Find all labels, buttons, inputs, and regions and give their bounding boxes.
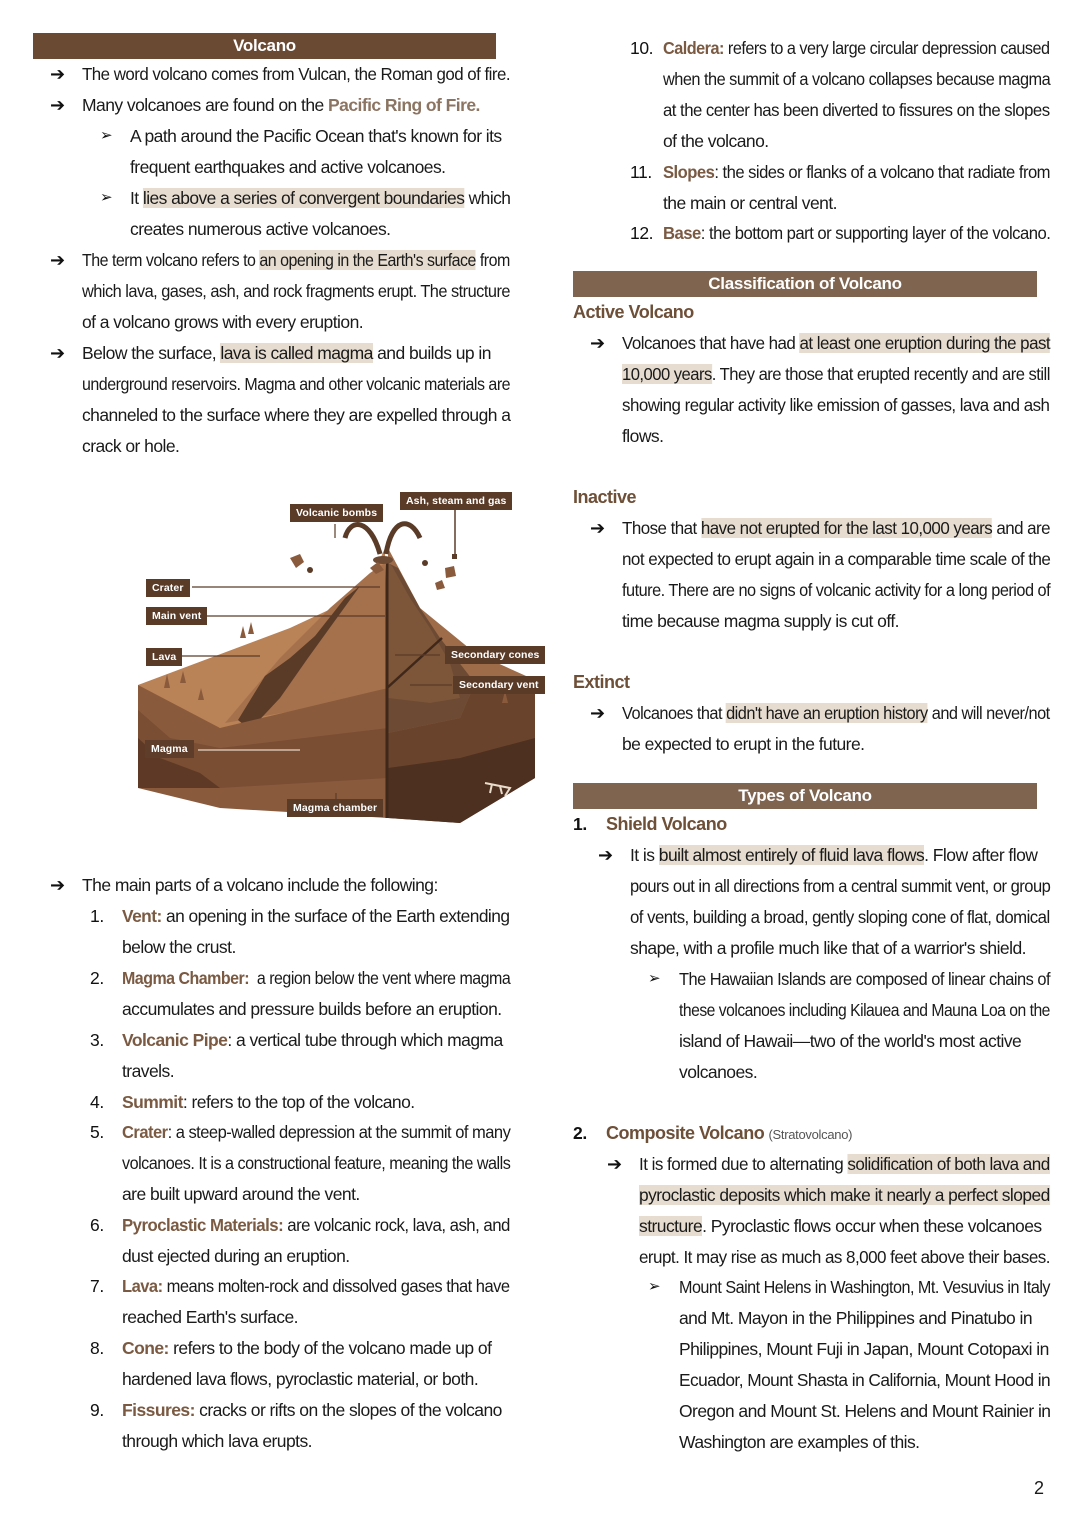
paragraph-line: [639, 1152, 1050, 1176]
paragraph-line: [622, 331, 1050, 355]
paragraph-line: crack or hole.: [82, 436, 180, 456]
paragraph-line: island of Hawaii—two of the world's most active: [679, 1031, 1022, 1051]
list-item-cont: accumulates and pressure builds before an eruption.: [122, 999, 502, 1019]
highlight: solidification of both lava and: [847, 1154, 1050, 1174]
list-item-cont: volcanoes. It is a constructional feature, meaning the walls: [122, 1153, 511, 1173]
list-item-cont: at the center has been diverted to fissures on the slopes: [663, 100, 1050, 120]
paragraph-line: these volcanoes including Kilauea and Mauna Loa on the: [679, 1000, 1050, 1020]
arrow-icon: ➔: [50, 250, 66, 270]
heading-extinct: Extinct: [573, 672, 630, 692]
paragraph-line: Philippines, Mount Fuji in Japan, Mount Cotopaxi in: [679, 1339, 1049, 1359]
page-number: 2: [1034, 1478, 1045, 1498]
paragraph-line: The main parts of a volcano include the following:: [82, 875, 438, 895]
list-item-cont: through which lava erupts.: [122, 1431, 312, 1451]
paragraph-line: future. There are no signs of volcanic activity for a long period of: [622, 580, 1051, 600]
list-item: [663, 221, 1050, 245]
aside-text: (Stratovolcano): [768, 1127, 853, 1142]
term: Pyroclastic Materials:: [122, 1215, 284, 1235]
text: and will never/not: [927, 703, 1050, 723]
heading-composite-volcano: [606, 1121, 852, 1147]
arrow-icon: ➔: [50, 875, 66, 895]
chevron-icon: ➢: [100, 189, 113, 206]
list-number: 2.: [573, 1123, 587, 1143]
highlight: lava is called magma: [220, 343, 373, 363]
highlight: 10,000 years: [622, 364, 712, 384]
definition: refers to a very large circular depression caused: [723, 38, 1050, 58]
paragraph-line: of vents, building a broad, gently sloping cone of flat, domical: [630, 907, 1050, 927]
paragraph-line: [82, 93, 480, 117]
term: Summit: [122, 1092, 183, 1112]
list-item: [122, 1398, 502, 1422]
label-secondary-cones: Secondary cones: [445, 646, 545, 664]
volcano-diagram: [130, 488, 550, 828]
list-item-cont: reached Earth's surface.: [122, 1307, 298, 1327]
text: . Pyroclastic flows occur when these volcanoes: [702, 1216, 1042, 1236]
text: Many volcanoes are found on the: [82, 95, 329, 115]
list-item-cont: when the summit of a volcano collapses because magma: [663, 69, 1051, 89]
paragraph-line: flows.: [622, 426, 664, 446]
paragraph-line: [622, 362, 1050, 386]
arrow-icon: ➔: [590, 333, 606, 353]
paragraph-line: showing regular activity like emission of gasses, lava and ash: [622, 395, 1050, 415]
paragraph-line: [82, 341, 491, 365]
text: Below the surface,: [82, 343, 221, 363]
arrow-icon: ➔: [50, 95, 66, 115]
highlight: have not erupted for the last 10,000 years: [700, 518, 993, 538]
text: The term volcano refers to: [82, 250, 260, 270]
paragraph-line: A path around the Pacific Ocean that's known for its: [130, 126, 502, 146]
list-number: 1.: [573, 814, 587, 834]
paragraph-line: [82, 248, 510, 272]
highlight: at least one eruption during the past: [799, 333, 1051, 353]
list-item-cont: are built upward around the vent.: [122, 1184, 360, 1204]
paragraph-line: be expected to erupt in the future.: [622, 734, 865, 754]
paragraph-line: not expected to erupt again in a comparable time scale of the: [622, 549, 1051, 569]
term-pacific-ring: Pacific Ring of Fire.: [328, 95, 480, 115]
section-header-types: Types of Volcano: [573, 783, 1037, 809]
list-number: 12.: [630, 223, 654, 243]
definition: : the sides or flanks of a volcano that radiate from: [714, 162, 1050, 182]
term: Cone:: [122, 1338, 169, 1358]
term: Slopes: [663, 162, 715, 182]
list-number: 5.: [90, 1122, 104, 1142]
term: Fissures:: [122, 1400, 195, 1420]
definition: an opening in the surface of the Earth extending: [161, 906, 510, 926]
paragraph-line: volcanoes.: [679, 1062, 758, 1082]
highlight: built almost entirely of fluid lava flows: [658, 845, 925, 865]
term: Magma Chamber:: [122, 968, 250, 988]
definition: cracks or rifts on the slopes of the volcano: [194, 1400, 502, 1420]
arrow-icon: ➔: [598, 845, 614, 865]
list-number: 4.: [90, 1092, 104, 1112]
list-item-cont: travels.: [122, 1061, 175, 1081]
definition: refers to the body of the volcano made up of: [168, 1338, 492, 1358]
text: . They are those that erupted recently and are still: [711, 364, 1050, 384]
text: Those that: [622, 518, 701, 538]
list-number: 6.: [90, 1215, 104, 1235]
text: . Flow after flow: [924, 845, 1038, 865]
list-item-cont: below the crust.: [122, 937, 236, 957]
list-item: [122, 1336, 491, 1360]
arrow-icon: ➔: [50, 343, 66, 363]
list-item-cont: hardened lava flows, pyroclastic material, or both.: [122, 1369, 479, 1389]
text: Volcanoes that have had: [622, 333, 800, 353]
paragraph-line: [622, 701, 1050, 725]
label-lava: Lava: [146, 648, 182, 666]
list-number: 8.: [90, 1338, 104, 1358]
heading-shield-volcano: Shield Volcano: [606, 814, 727, 834]
text: and are: [992, 518, 1051, 538]
heading-inactive: Inactive: [573, 487, 637, 507]
list-item: [122, 1274, 510, 1298]
definition: are volcanic rock, lava, ash, and: [283, 1215, 510, 1235]
paragraph-line: [639, 1183, 1050, 1207]
list-item: [663, 160, 1050, 184]
definition: : refers to the top of the volcano.: [182, 1092, 415, 1112]
paragraph-line: channeled to the surface where they are expelled through a: [82, 405, 511, 425]
paragraph-line: [630, 843, 1037, 867]
paragraph-line: Oregon and Mount St. Helens and Mount Rainier in: [679, 1401, 1051, 1421]
text: It is formed due to alternating: [639, 1154, 848, 1174]
term: Caldera:: [663, 38, 724, 58]
paragraph-line: Washington are examples of this.: [679, 1432, 920, 1452]
arrow-icon: ➔: [590, 703, 606, 723]
paragraph-line: Ecuador, Mount Shasta in California, Mount Hood in: [679, 1370, 1051, 1390]
term: Crater: [122, 1122, 168, 1142]
paragraph-line: [622, 516, 1050, 540]
paragraph-line: Mount Saint Helens in Washington, Mt. Vesuvius in Italy: [679, 1277, 1051, 1297]
label-crater: Crater: [146, 579, 190, 597]
paragraph-line: The word volcano comes from Vulcan, the Roman god of fire.: [82, 64, 511, 84]
label-main-vent: Main vent: [146, 607, 207, 625]
list-item: [122, 904, 509, 928]
arrow-icon: ➔: [607, 1154, 623, 1174]
definition: : the bottom part or supporting layer of the volcano.: [700, 223, 1051, 243]
list-item: [122, 1090, 415, 1114]
text: It is: [630, 845, 659, 865]
text: It: [130, 188, 143, 208]
section-header-volcano: Volcano: [33, 33, 496, 59]
highlight: didn't have an eruption history: [726, 703, 928, 723]
paragraph-line: of a volcano grows with every eruption.: [82, 312, 364, 332]
definition: a region below the vent where magma: [249, 968, 511, 988]
term: Base: [663, 223, 701, 243]
paragraph-line: [639, 1214, 1042, 1238]
paragraph-line: pours out in all directions from a central summit vent, or group: [630, 876, 1051, 896]
text: Volcanoes that: [622, 703, 727, 723]
list-number: 9.: [90, 1400, 104, 1420]
list-item-cont: the main or central vent.: [663, 193, 837, 213]
label-magma: Magma: [145, 740, 194, 758]
paragraph-line: The Hawaiian Islands are composed of linear chains of: [679, 969, 1051, 989]
term: Lava:: [122, 1276, 163, 1296]
list-number: 2.: [90, 968, 104, 988]
definition: : a steep-walled depression at the summit of many: [167, 1122, 511, 1142]
chevron-icon: ➢: [100, 127, 113, 144]
section-header-classification: Classification of Volcano: [573, 271, 1037, 297]
highlight: lies above a series of convergent boundaries: [142, 188, 465, 208]
paragraph-line: [130, 186, 510, 210]
term: Vent:: [122, 906, 162, 926]
chevron-icon: ➢: [648, 970, 661, 987]
text: which: [464, 188, 511, 208]
list-item-cont: dust ejected during an eruption.: [122, 1246, 350, 1266]
list-item: [122, 1213, 510, 1237]
heading-active-volcano: Active Volcano: [573, 302, 694, 322]
label-ash-steam-gas: Ash, steam and gas: [400, 492, 512, 510]
label-magma-chamber: Magma chamber: [287, 799, 383, 817]
highlight: an opening in the Earth's surface: [259, 250, 476, 270]
paragraph-line: which lava, gases, ash, and rock fragments erupt. The structure: [82, 281, 510, 301]
chevron-icon: ➢: [648, 1278, 661, 1295]
definition: : a vertical tube through which magma: [227, 1030, 503, 1050]
text: and builds up in: [372, 343, 491, 363]
list-item: [663, 36, 1050, 60]
list-item: [122, 966, 510, 990]
label-volcanic-bombs: Volcanic bombs: [290, 504, 383, 522]
list-number: 11.: [630, 162, 652, 182]
arrow-icon: ➔: [590, 518, 606, 538]
list-item-cont: of the volcano.: [663, 131, 769, 151]
arrow-icon: ➔: [50, 64, 66, 84]
paragraph-line: frequent earthquakes and active volcanoes.: [130, 157, 446, 177]
heading-text: Composite Volcano: [606, 1123, 765, 1143]
list-item: [122, 1028, 503, 1052]
term: Volcanic Pipe: [122, 1030, 228, 1050]
list-number: 10.: [630, 38, 654, 58]
list-item: [122, 1120, 510, 1144]
paragraph-line: erupt. It may rise as much as 8,000 feet above their bases.: [639, 1247, 1050, 1267]
paragraph-line: creates numerous active volcanoes.: [130, 219, 391, 239]
paragraph-line: underground reservoirs. Magma and other volcanic materials are: [82, 374, 511, 394]
paragraph-line: time because magma supply is cut off.: [622, 611, 899, 631]
label-secondary-vent: Secondary vent: [453, 676, 545, 694]
list-number: 7.: [90, 1276, 104, 1296]
list-number: 3.: [90, 1030, 104, 1050]
highlight: structure: [639, 1216, 703, 1236]
highlight: pyroclastic deposits which make it nearly a perfect sloped: [639, 1185, 1050, 1205]
text: from: [475, 250, 510, 270]
paragraph-line: shape, with a profile much like that of a warrior's shield.: [630, 938, 1026, 958]
definition: means molten-rock and dissolved gases that have: [162, 1276, 510, 1296]
paragraph-line: and Mt. Mayon in the Philippines and Pinatubo in: [679, 1308, 1033, 1328]
list-number: 1.: [90, 906, 104, 926]
